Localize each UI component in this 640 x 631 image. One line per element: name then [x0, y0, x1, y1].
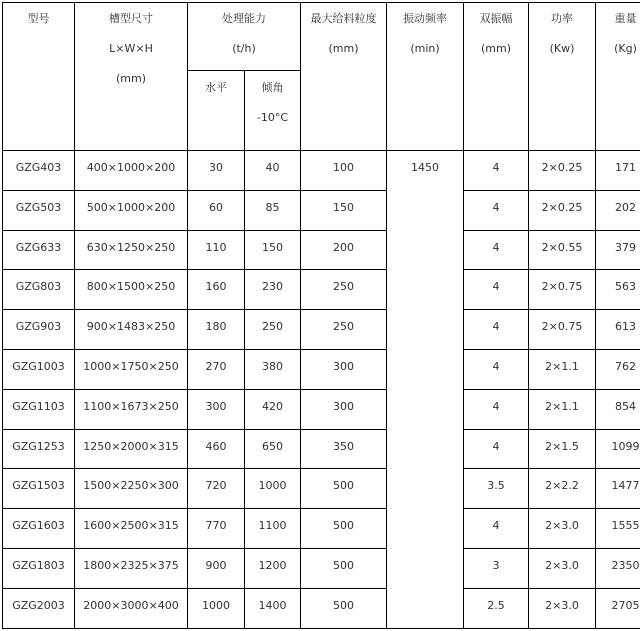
power-header-label: 功率 — [551, 12, 573, 25]
size-cell: 1000×1750×250 — [75, 349, 188, 389]
amplitude-cell: 4 — [464, 151, 529, 191]
model-cell: GZG1503 — [3, 469, 75, 509]
table-row — [3, 151, 640, 191]
inclined-capacity-cell: 650 — [245, 429, 301, 469]
amplitude-cell: 4 — [464, 310, 529, 350]
size-cell: 630×1250×250 — [75, 230, 188, 270]
weight-cell: 762 — [596, 349, 640, 389]
table-row — [3, 349, 640, 389]
power-cell: 2×0.75 — [529, 270, 596, 310]
tank-size-unit-label: (mm) — [115, 72, 146, 85]
table-row — [3, 270, 640, 310]
inclined-capacity-cell: 40 — [245, 151, 301, 191]
weight-cell: 1477 — [596, 469, 640, 509]
tank-size-header — [75, 3, 188, 151]
max-feed-cell: 500 — [301, 588, 387, 628]
inclined-capacity-cell: 1100 — [245, 509, 301, 549]
power-cell: 2×3.0 — [529, 509, 596, 549]
max-feed-header-label: 最大给料粒度 — [310, 12, 377, 25]
horizontal-capacity-cell: 720 — [188, 469, 245, 509]
size-cell: 500×1000×200 — [75, 190, 188, 230]
table-row — [3, 230, 640, 270]
amplitude-cell: 4 — [464, 190, 529, 230]
model-cell: GZG403 — [3, 151, 75, 191]
power-cell: 2×3.0 — [529, 548, 596, 588]
weight-unit-label: (Kg) — [614, 42, 637, 55]
inclined-capacity-cell: 150 — [245, 230, 301, 270]
model-cell: GZG803 — [3, 270, 75, 310]
horizontal-capacity-cell: 460 — [188, 429, 245, 469]
size-cell: 1800×2325×375 — [75, 548, 188, 588]
table-row — [3, 429, 640, 469]
max-feed-cell: 250 — [301, 270, 387, 310]
horizontal-header — [188, 71, 245, 151]
max-feed-cell: 100 — [301, 151, 387, 191]
amplitude-cell: 4 — [464, 270, 529, 310]
power-cell: 2×3.0 — [529, 588, 596, 628]
horizontal-capacity-cell: 770 — [188, 509, 245, 549]
model-header-label: 型号 — [27, 12, 50, 25]
max-feed-cell: 200 — [301, 230, 387, 270]
horizontal-capacity-cell: 110 — [188, 230, 245, 270]
horizontal-capacity-cell: 60 — [188, 190, 245, 230]
horizontal-capacity-cell: 30 — [188, 151, 245, 191]
horizontal-capacity-cell: 900 — [188, 548, 245, 588]
size-cell: 1250×2000×315 — [75, 429, 188, 469]
double-amp-unit-label: (mm) — [480, 42, 511, 55]
model-cell: GZG1003 — [3, 349, 75, 389]
inclined-header — [245, 71, 301, 151]
weight-cell: 1555 — [596, 509, 640, 549]
header-row-top — [3, 3, 640, 71]
size-cell: 2000×3000×400 — [75, 588, 188, 628]
table-row — [3, 389, 640, 429]
inclined-capacity-cell: 250 — [245, 310, 301, 350]
max-feed-cell: 500 — [301, 469, 387, 509]
spec-table — [2, 2, 640, 629]
tank-size-dims-label: L×W×H — [109, 42, 153, 55]
inclined-capacity-cell: 1200 — [245, 548, 301, 588]
power-cell: 2×0.75 — [529, 310, 596, 350]
horizontal-capacity-cell: 300 — [188, 389, 245, 429]
amplitude-cell: 2.5 — [464, 588, 529, 628]
size-cell: 400×1000×200 — [75, 151, 188, 191]
model-cell: GZG1253 — [3, 429, 75, 469]
amplitude-cell: 4 — [464, 230, 529, 270]
size-cell: 800×1500×250 — [75, 270, 188, 310]
weight-header — [596, 3, 640, 151]
model-cell: GZG633 — [3, 230, 75, 270]
double-amp-header-label: 双振幅 — [479, 12, 513, 25]
max-feed-cell: 150 — [301, 190, 387, 230]
weight-cell: 171 — [596, 151, 640, 191]
weight-cell: 202 — [596, 190, 640, 230]
inclined-capacity-cell: 1000 — [245, 469, 301, 509]
power-unit-label: (Kw) — [549, 42, 575, 55]
horizontal-capacity-cell: 270 — [188, 349, 245, 389]
inclined-capacity-cell: 420 — [245, 389, 301, 429]
power-cell: 2×2.2 — [529, 469, 596, 509]
power-cell: 2×1.1 — [529, 349, 596, 389]
vib-freq-cell: 1450 — [387, 151, 464, 629]
double-amp-header — [464, 3, 529, 151]
inclined-capacity-cell: 380 — [245, 349, 301, 389]
power-cell: 2×0.25 — [529, 151, 596, 191]
size-cell: 900×1483×250 — [75, 310, 188, 350]
amplitude-cell: 4 — [464, 509, 529, 549]
horizontal-capacity-cell: 160 — [188, 270, 245, 310]
max-feed-cell: 350 — [301, 429, 387, 469]
tank-size-header-label: 槽型尺寸 — [109, 12, 153, 25]
table-row — [3, 548, 640, 588]
model-cell: GZG903 — [3, 310, 75, 350]
max-feed-cell: 300 — [301, 349, 387, 389]
horizontal-capacity-cell: 1000 — [188, 588, 245, 628]
inclined-capacity-cell: 85 — [245, 190, 301, 230]
weight-header-label: 重量 — [614, 12, 637, 25]
inclined-capacity-cell: 230 — [245, 270, 301, 310]
capacity-unit-label: (t/h) — [232, 42, 256, 55]
max-feed-header — [301, 3, 387, 151]
model-cell: GZG2003 — [3, 588, 75, 628]
size-cell: 1500×2250×300 — [75, 469, 188, 509]
max-feed-cell: 500 — [301, 509, 387, 549]
max-feed-cell: 500 — [301, 548, 387, 588]
table-row — [3, 310, 640, 350]
weight-cell: 563 — [596, 270, 640, 310]
model-header — [3, 3, 75, 151]
max-feed-unit-label: (mm) — [328, 42, 359, 55]
amplitude-cell: 3.5 — [464, 469, 529, 509]
amplitude-cell: 4 — [464, 349, 529, 389]
power-cell: 2×1.5 — [529, 429, 596, 469]
inclined-header-label: 倾角 — [261, 81, 284, 94]
weight-cell: 1099 — [596, 429, 640, 469]
weight-cell: 2705 — [596, 588, 640, 628]
model-cell: GZG503 — [3, 190, 75, 230]
vib-freq-unit-label: (min) — [410, 42, 440, 55]
capacity-header-label: 处理能力 — [222, 12, 266, 25]
amplitude-cell: 3 — [464, 548, 529, 588]
weight-cell: 379 — [596, 230, 640, 270]
table-row — [3, 588, 640, 628]
max-feed-cell: 250 — [301, 310, 387, 350]
inclined-angle-label: -10°C — [256, 111, 289, 124]
amplitude-cell: 4 — [464, 389, 529, 429]
vib-freq-header-label: 振动频率 — [403, 12, 447, 25]
capacity-header — [188, 3, 301, 71]
weight-cell: 854 — [596, 389, 640, 429]
power-header — [529, 3, 596, 151]
model-cell: GZG1103 — [3, 389, 75, 429]
size-cell: 1600×2500×315 — [75, 509, 188, 549]
model-cell: GZG1803 — [3, 548, 75, 588]
size-cell: 1100×1673×250 — [75, 389, 188, 429]
table-body — [3, 3, 640, 629]
horizontal-header-label: 水平 — [205, 81, 227, 94]
table-row — [3, 509, 640, 549]
vib-freq-header — [387, 3, 464, 151]
table-row — [3, 469, 640, 509]
model-cell: GZG1603 — [3, 509, 75, 549]
table-row — [3, 190, 640, 230]
power-cell: 2×1.1 — [529, 389, 596, 429]
inclined-capacity-cell: 1400 — [245, 588, 301, 628]
horizontal-capacity-cell: 180 — [188, 310, 245, 350]
weight-cell: 613 — [596, 310, 640, 350]
amplitude-cell: 4 — [464, 429, 529, 469]
power-cell: 2×0.55 — [529, 230, 596, 270]
max-feed-cell: 300 — [301, 389, 387, 429]
weight-cell: 2350 — [596, 548, 640, 588]
power-cell: 2×0.25 — [529, 190, 596, 230]
